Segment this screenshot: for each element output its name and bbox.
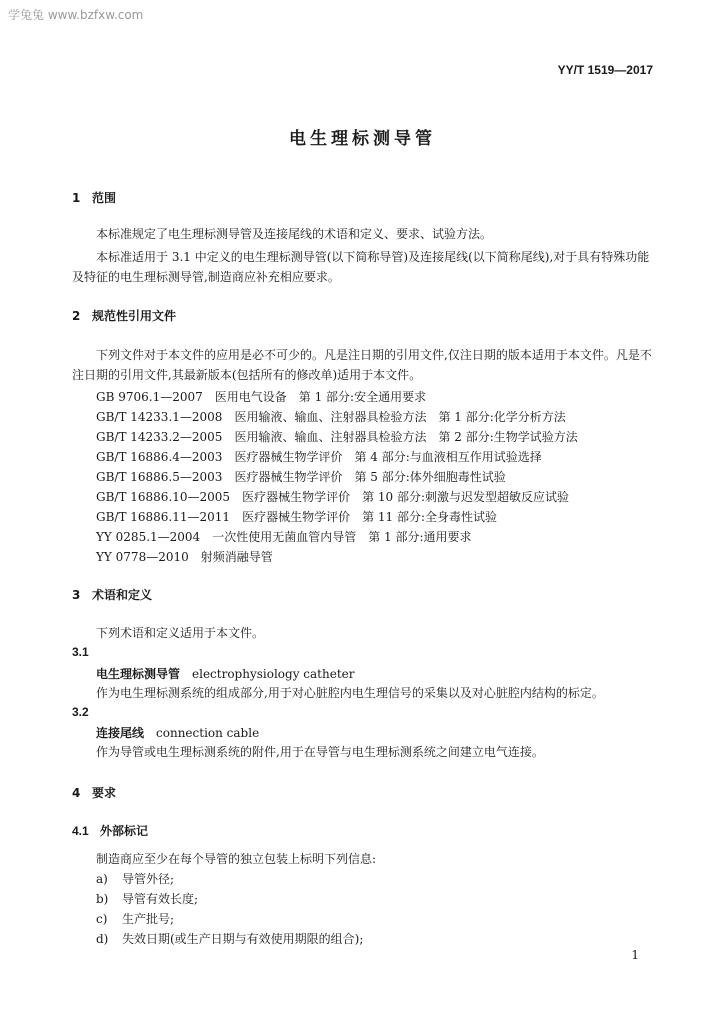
list-text: 失效日期(或生产日期与有效使用期限的组合); <box>122 932 364 946</box>
list-marker: d) <box>96 932 109 946</box>
reference-part: 第 10 部分:刺激与迟发型超敏反应试验 <box>362 490 570 504</box>
section-2-heading <box>72 307 176 324</box>
document-title: 电生理标测导管 <box>289 129 436 149</box>
reference-part: 第 1 部分:通用要求 <box>368 530 472 544</box>
reference-code: YY 0285.1—2004 <box>96 530 201 544</box>
term-en: electrophysiology catheter <box>192 667 355 681</box>
reference-title: 一次性使用无菌血管内导管 <box>212 530 357 544</box>
reference-part: 第 4 部分:与血液相互作用试验选择 <box>354 450 542 464</box>
term-number: 3.2 <box>72 705 89 719</box>
list-item <box>96 910 174 927</box>
watermark: 学兔兔 www.bzfxw.com <box>8 8 144 22</box>
reference-part: 第 1 部分:化学分析方法 <box>438 410 566 424</box>
reference-title: 医疗器械生物学评价 <box>234 450 343 464</box>
reference-part: 第 11 部分:全身毒性试验 <box>362 510 498 524</box>
section-title: 要求 <box>92 786 117 800</box>
reference-item <box>96 408 566 425</box>
list-marker: c) <box>96 912 108 926</box>
reference-code: GB/T 14233.2—2005 <box>96 430 223 444</box>
reference-part: 第 2 部分:生物学试验方法 <box>438 430 578 444</box>
reference-part: 第 5 部分:体外细胞毒性试验 <box>354 470 506 484</box>
reference-item <box>96 548 273 565</box>
reference-title: 医疗器械生物学评价 <box>234 470 343 484</box>
reference-item <box>96 388 426 405</box>
section-1-paragraph-2: 本标准适用于 3.1 中定义的电生理标测导管(以下简称导管)及连接尾线(以下简称尾线),对于具有特殊功能及特征的电生理标测导管,制造商应补充相应要求。 <box>72 250 650 284</box>
term-en: connection cable <box>156 726 260 740</box>
list-item <box>96 930 363 947</box>
reference-code: YY 0778—2010 <box>96 550 189 564</box>
subsection-4-1-heading <box>72 822 148 839</box>
list-text: 生产批号; <box>122 912 175 926</box>
list-item <box>96 890 198 907</box>
term-zh: 连接尾线 <box>96 726 145 740</box>
reference-title: 医用输液、输血、注射器具检验方法 <box>234 430 427 444</box>
section-title: 范围 <box>92 191 117 205</box>
subsection-number: 4.1 <box>72 824 89 838</box>
subsection-title: 外部标记 <box>100 824 149 838</box>
reference-item <box>96 508 497 525</box>
term-name <box>96 665 355 682</box>
reference-code: GB/T 16886.11—2011 <box>96 510 231 524</box>
list-text: 导管外径; <box>122 872 175 886</box>
reference-title: 医用输液、输血、注射器具检验方法 <box>234 410 427 424</box>
section-1-heading <box>72 189 116 206</box>
term-definition: 作为导管或电生理标测系统的附件,用于在导管与电生理标测系统之间建立电气连接。 <box>96 745 544 759</box>
list-item <box>96 870 174 887</box>
reference-item <box>96 528 472 545</box>
term-definition: 作为电生理标测系统的组成部分,用于对心脏腔内电生理信号的采集以及对心脏腔内结构的标定。 <box>96 686 604 700</box>
reference-title: 医疗器械生物学评价 <box>242 490 351 504</box>
section-2-intro: 下列文件对于本文件的应用是必不可少的。凡是注日期的引用文件,仅注日期的版本适用于本文件。凡是不注日期的引用文件,其最新版本(包括所有的修改单)适用于本文件。 <box>72 348 652 382</box>
section-4-heading <box>72 784 116 801</box>
reference-code: GB/T 16886.5—2003 <box>96 470 223 484</box>
section-title: 规范性引用文件 <box>92 309 177 323</box>
section-title: 术语和定义 <box>92 588 153 602</box>
reference-title: 医用电气设备 <box>214 390 287 404</box>
reference-item <box>96 428 578 445</box>
section-3-intro: 下列术语和定义适用于本文件。 <box>96 626 265 640</box>
list-text: 导管有效长度; <box>122 892 199 906</box>
list-marker: a) <box>96 872 108 886</box>
reference-code: GB/T 14233.1—2008 <box>96 410 223 424</box>
section-3-heading <box>72 586 152 603</box>
subsection-4-1-intro: 制造商应至少在每个导管的独立包装上标明下列信息: <box>96 852 377 866</box>
reference-code: GB/T 16886.10—2005 <box>96 490 231 504</box>
reference-item <box>96 468 506 485</box>
reference-code: GB 9706.1—2007 <box>96 390 203 404</box>
reference-title: 射频消融导管 <box>200 550 273 564</box>
reference-item <box>96 448 542 465</box>
list-marker: b) <box>96 892 109 906</box>
section-number: 2 <box>72 309 81 323</box>
reference-item <box>96 488 569 505</box>
standard-number: YY/T 1519—2017 <box>557 63 653 77</box>
page-number: 1 <box>631 948 639 962</box>
section-number: 1 <box>72 191 81 205</box>
term-name <box>96 724 259 741</box>
term-zh: 电生理标测导管 <box>96 667 181 681</box>
reference-part: 第 1 部分:安全通用要求 <box>298 390 427 404</box>
section-number: 3 <box>72 588 81 602</box>
reference-code: GB/T 16886.4—2003 <box>96 450 223 464</box>
reference-title: 医疗器械生物学评价 <box>242 510 351 524</box>
term-number: 3.1 <box>72 645 89 659</box>
section-1-paragraph-1: 本标准规定了电生理标测导管及连接尾线的术语和定义、要求、试验方法。 <box>96 227 493 241</box>
section-number: 4 <box>72 786 81 800</box>
